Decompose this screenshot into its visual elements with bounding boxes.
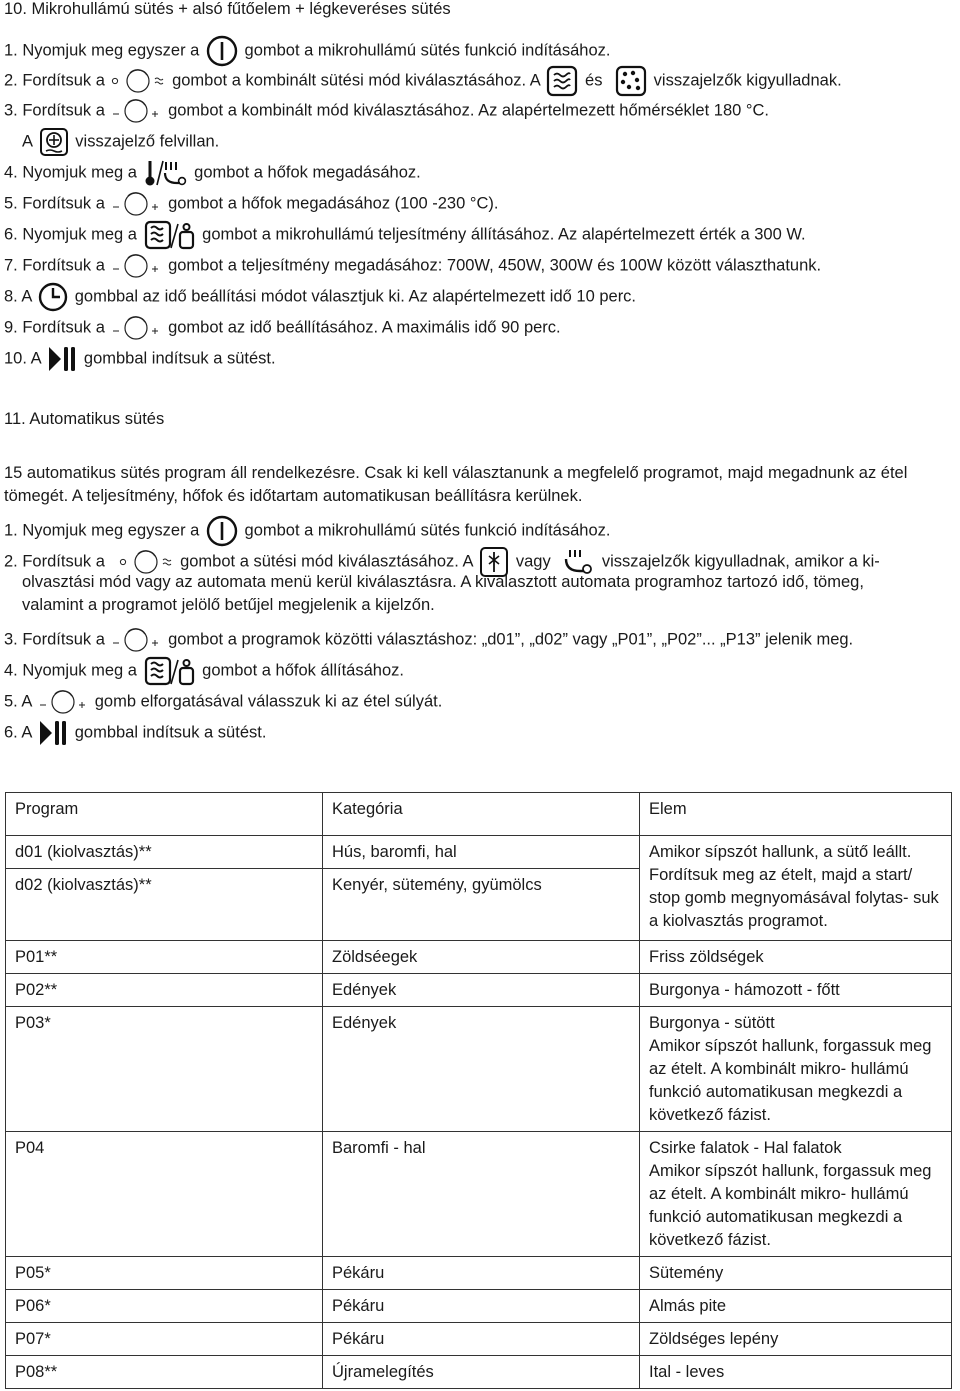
step-text: visszajelző felvillan. [75, 132, 220, 151]
step-text: 6. A [4, 723, 32, 742]
table-row [6, 1007, 952, 1132]
cell-category: Zöldséegek [323, 941, 640, 974]
s10-step-5 [4, 189, 956, 219]
table-row [6, 1257, 952, 1290]
section-10-title: 10. Mikrohullámú sütés + alsó fűtőelem + légkeveréses sütés [4, 0, 451, 18]
cell-item-text: Csirke falatok - Hal falatok [649, 1139, 842, 1157]
cell-item: Sütemény [640, 1257, 952, 1290]
step-text: gombot a programok közötti választáshoz: „d01”, „d02” vagy „P01”, „P02”... „P13” jelenik meg. [168, 630, 854, 649]
cell-item-note: Fordítsuk meg az ételt, majd a start/ stop gomb megnyomásával folytas- suk a kiolvasztás programot. [649, 866, 939, 930]
s11-step-2-line-2: olvasztási mód vagy az automata menü kerül kiválasztásra. A kiválasztott automata programhoz tartozó idő, tömeg, [22, 573, 864, 591]
step-text: 3. Fordítsuk a [4, 101, 105, 120]
step-text: A [22, 132, 33, 151]
step-text: gombot a mikrohullámú sütés funkció indításához. [244, 521, 611, 540]
step-text: 9. Fordítsuk a [4, 318, 105, 337]
step-text: vagy [515, 552, 551, 571]
grill-heater-icon [546, 65, 578, 97]
step-text: és [585, 71, 603, 90]
cell-item-note: Amikor sípszót hallunk, forgassuk meg az ételt. A kombinált mikro- hullámú funkció automatikusan megkezdi a következő fázist. [649, 1162, 932, 1249]
cell-category: Hús, baromfi, hal [323, 836, 640, 869]
s10-step-7 [4, 251, 956, 281]
cell-item-text: Amikor sípszót hallunk, a sütő leállt. [649, 843, 912, 861]
power-button-icon [206, 515, 238, 547]
header-program: Program [6, 793, 323, 836]
clock-icon [38, 282, 68, 312]
header-item: Elem [640, 793, 952, 836]
cell-item-text: Burgonya - sütött [649, 1014, 775, 1032]
step-text: visszajelzők kigyulladnak, amikor a ki- [601, 552, 880, 571]
s11-intro: 15 automatikus sütés program áll rendelkezésre. Csak ki kell választanunk a megfelelő programot, majd megadnunk az étel tömegét. A teljesítmény, hőfok és időtartam automatikusan beállításra kerülnek. [4, 464, 908, 505]
table-row [6, 1132, 952, 1257]
cell-category: Kenyér, sütemény, gyümölcs [323, 869, 640, 941]
s11-step-4 [4, 656, 956, 686]
s10-step-2 [4, 65, 956, 97]
s10-step-1 [4, 35, 956, 67]
table-row [6, 1323, 952, 1356]
cell-category: Pékáru [323, 1257, 640, 1290]
cell-item: Friss zöldségek [640, 941, 952, 974]
rotary-dial-plus-minus-icon [111, 251, 161, 281]
table-row [6, 974, 952, 1007]
cell-category: Újramelegítés [323, 1356, 640, 1389]
step-text: gombot a hőfok állításához. [202, 661, 404, 680]
rotary-dial-plus-minus-icon [111, 96, 161, 126]
rotary-dial-plus-minus-icon [111, 313, 161, 343]
s11-step-1 [4, 515, 956, 547]
cell-category: Pékáru [323, 1323, 640, 1356]
s10-step-6 [4, 220, 956, 250]
s10-step-8 [4, 282, 956, 312]
cell-item [640, 836, 952, 941]
table-row [6, 1356, 952, 1389]
s11-step-2-line-3: valamint a programot jelölő betűjel megjelenik a kijelzőn. [22, 596, 435, 614]
step-text: gombot a sütési mód kiválasztásához. A [180, 552, 473, 571]
cell-program: d02 (kiolvasztás)** [6, 869, 323, 941]
step-text: 2. Fordítsuk a [4, 71, 105, 90]
section-11-title: 11. Automatikus sütés [4, 410, 165, 428]
s11-step-6 [4, 718, 956, 748]
step-text: 4. Nyomjuk meg a [4, 163, 137, 182]
step-text: gomb elforgatásával válasszuk ki az étel súlyát. [94, 692, 443, 711]
program-table [5, 792, 952, 1389]
step-text: gombbal indítsuk a sütést. [74, 723, 267, 742]
cell-program: P08** [6, 1356, 323, 1389]
table-row [6, 1290, 952, 1323]
cell-item: Almás pite [640, 1290, 952, 1323]
step-text: gombot a mikrohullámú teljesítmény állításához. Az alapértelmezett érték a 300 W. [202, 225, 806, 244]
step-text: gombot a hőfok megadásához (100 -230 °C). [168, 194, 499, 213]
step-text: 1. Nyomjuk meg egyszer a [4, 521, 200, 540]
thermometer-steam-icon [144, 158, 188, 188]
step-text: 10. A [4, 349, 41, 368]
cell-program: P02** [6, 974, 323, 1007]
s10-step-3-cont [22, 127, 956, 157]
cell-program: d01 (kiolvasztás)** [6, 836, 323, 869]
rotary-dial-plus-minus-icon [111, 189, 161, 219]
step-text: 6. Nyomjuk meg a [4, 225, 137, 244]
step-text: 4. Nyomjuk meg a [4, 661, 137, 680]
cell-category: Edények [323, 974, 640, 1007]
s11-step-5 [4, 687, 956, 717]
step-text: 5. A [4, 692, 32, 711]
cell-program: P04 [6, 1132, 323, 1257]
step-text: gombot a hőfok megadásához. [194, 163, 421, 182]
cell-item: Ital - leves [640, 1356, 952, 1389]
step-text: gombot a mikrohullámú sütés funkció indításához. [244, 41, 611, 60]
step-text: 5. Fordítsuk a [4, 194, 105, 213]
cell-program: P05* [6, 1257, 323, 1290]
cell-item-note: Amikor sípszót hallunk, forgassuk meg az ételt. A kombinált mikro- hullámú funkció automatikusan megkezdi a következő fázist. [649, 1037, 932, 1124]
step-text: gombot a kombinált mód kiválasztásához. Az alapértelmezett hőmérséklet 180 °C. [168, 101, 769, 120]
step-text: gombbal indítsuk a sütést. [83, 349, 276, 368]
s11-step-3 [4, 625, 956, 655]
step-text: 7. Fordítsuk a [4, 256, 105, 275]
step-text: visszajelzők kigyulladnak. [653, 71, 842, 90]
cell-item: Zöldséges lepény [640, 1323, 952, 1356]
step-text: gombbal az idő beállítási módot választjuk ki. Az alapértelmezett idő 10 perc. [74, 287, 637, 306]
rotary-dial-plus-minus-icon [38, 687, 88, 717]
s10-step-9 [4, 313, 956, 343]
rotary-dial-icon [111, 66, 165, 96]
cell-item [640, 1132, 952, 1257]
table-row [6, 941, 952, 974]
cell-category: Edények [323, 1007, 640, 1132]
start-pause-icon [47, 344, 77, 374]
step-text: 2. Fordítsuk a [4, 552, 105, 571]
step-text: 3. Fordítsuk a [4, 630, 105, 649]
cell-category: Pékáru [323, 1290, 640, 1323]
step-text: gombot a kombinált sütési mód kiválasztásához. A [172, 71, 540, 90]
convection-dots-icon [615, 65, 647, 97]
s10-step-10 [4, 344, 956, 374]
cell-item: Burgonya - hámozott - főtt [640, 974, 952, 1007]
step-text: 8. A [4, 287, 32, 306]
rotary-dial-plus-minus-icon [111, 625, 161, 655]
cell-item [640, 1007, 952, 1132]
header-category: Kategória [323, 793, 640, 836]
power-button-icon [206, 35, 238, 67]
step-text: gombot a teljesítmény megadásához: 700W, 450W, 300W és 100W között választhatunk. [168, 256, 822, 275]
cell-program: P03* [6, 1007, 323, 1132]
cell-program: P07* [6, 1323, 323, 1356]
start-pause-icon [38, 718, 68, 748]
step-text: gombot az idő beállításához. A maximális idő 90 perc. [168, 318, 561, 337]
fan-circle-icon [39, 127, 69, 157]
table-header-row [6, 793, 952, 836]
microwave-weight-icon [144, 220, 196, 250]
table-row [6, 836, 952, 869]
microwave-weight-icon [144, 656, 196, 686]
cell-program: P01** [6, 941, 323, 974]
cell-program: P06* [6, 1290, 323, 1323]
step-text: 1. Nyomjuk meg egyszer a [4, 41, 200, 60]
cell-category: Baromfi - hal [323, 1132, 640, 1257]
s10-step-4 [4, 158, 956, 188]
s10-step-3 [4, 96, 956, 126]
